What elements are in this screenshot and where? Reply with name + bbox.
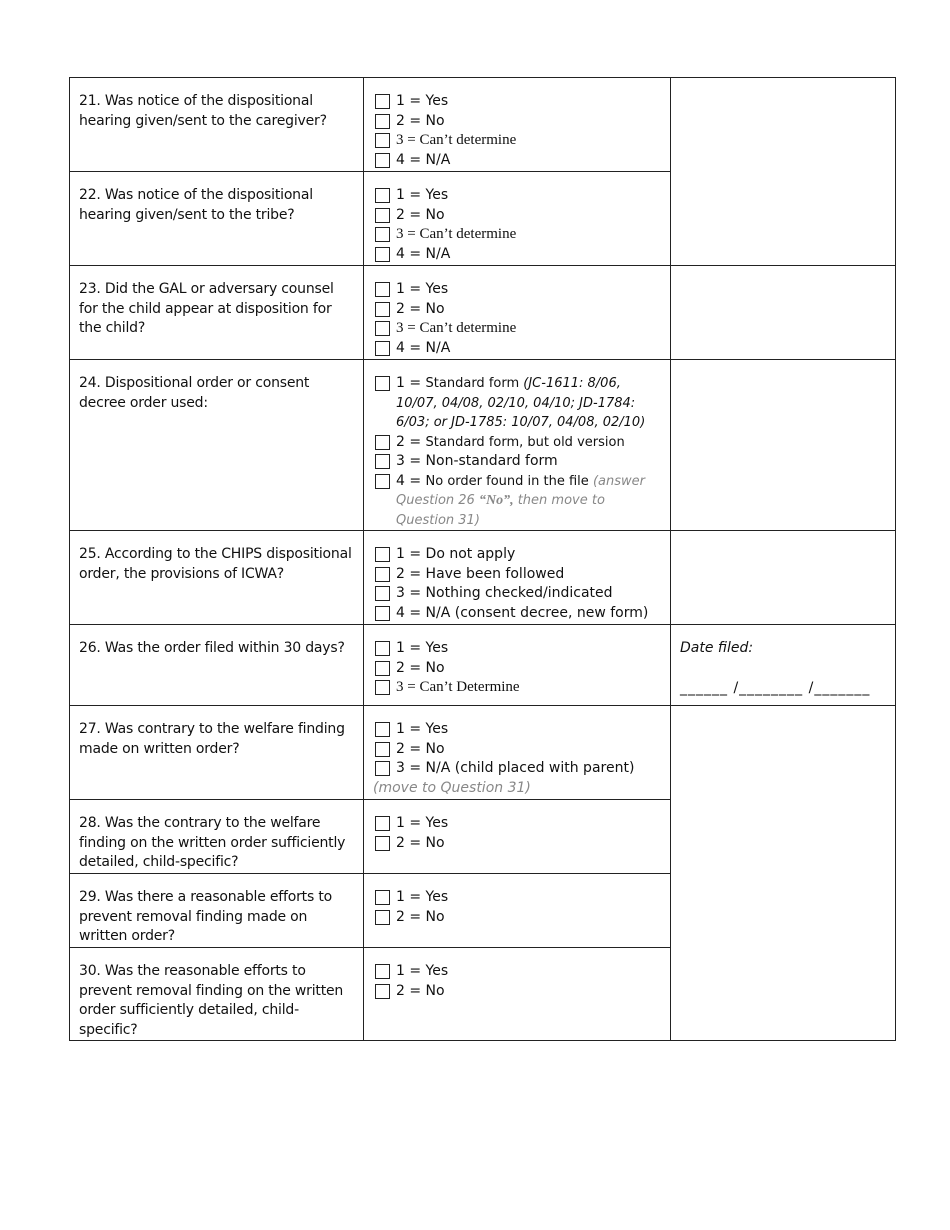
checkbox[interactable] <box>375 247 390 262</box>
option-cant-determine[interactable]: 3 = Can’t determine <box>373 225 662 245</box>
checkbox[interactable] <box>375 282 390 297</box>
checkbox[interactable] <box>375 321 390 336</box>
checkbox[interactable] <box>375 984 390 999</box>
checkbox[interactable] <box>375 661 390 676</box>
checkbox[interactable] <box>375 133 390 148</box>
option-standard-form[interactable]: 1 = Standard form (JC-1611: 8/06, 10/07, 04/08, 02/10, 04/10; JD-1784: 6/03; or JD-1785: 10/07, 04/08, 02/10) <box>373 374 662 433</box>
option-yes[interactable]: 1 = Yes <box>373 280 662 300</box>
question-row-21 <box>70 78 896 172</box>
option-no[interactable]: 2 = No <box>373 206 662 226</box>
answer-options <box>364 172 671 266</box>
question-row-25 <box>70 531 896 625</box>
checkbox[interactable] <box>375 606 390 621</box>
date-filed-cell <box>671 625 896 706</box>
question-row-23 <box>70 266 896 360</box>
option-na[interactable]: 4 = N/A <box>373 151 662 171</box>
option-yes[interactable]: 1 = Yes <box>373 639 662 659</box>
option-na[interactable]: 4 = N/A <box>373 245 662 265</box>
question-row-27 <box>70 706 896 800</box>
option-no[interactable]: 2 = No <box>373 982 662 1002</box>
questionnaire-table <box>69 77 896 1041</box>
answer-options <box>364 874 671 948</box>
checkbox[interactable] <box>375 816 390 831</box>
checkbox[interactable] <box>375 208 390 223</box>
option-non-standard[interactable]: 3 = Non-standard form <box>373 452 662 472</box>
checkbox[interactable] <box>375 153 390 168</box>
answer-options <box>364 948 671 1041</box>
checkbox[interactable] <box>375 680 390 695</box>
option-no[interactable]: 2 = No <box>373 740 662 760</box>
option-yes[interactable]: 1 = Yes <box>373 814 662 834</box>
skip-note: (move to Question 31) <box>373 779 531 796</box>
answer-options <box>364 531 671 625</box>
option-no-order[interactable]: 4 = No order found in the file (answer Question 26 “No”, then move to Question 31) <box>373 472 662 531</box>
option-cant-determine[interactable]: 3 = Can’t Determine <box>373 678 662 698</box>
option-yes[interactable]: 1 = Yes <box>373 888 662 908</box>
checkbox[interactable] <box>375 435 390 450</box>
checkbox[interactable] <box>375 547 390 562</box>
question-text: 28. Was the contrary to the welfare finding on the written order sufficiently detailed, child-specific? <box>70 800 364 874</box>
answer-options <box>364 625 671 706</box>
checkbox[interactable] <box>375 567 390 582</box>
question-row-24 <box>70 360 896 531</box>
answer-options <box>364 360 671 531</box>
checkbox[interactable] <box>375 641 390 656</box>
option-no[interactable]: 2 = No <box>373 659 662 679</box>
checkbox[interactable] <box>375 454 390 469</box>
option-old-version[interactable]: 2 = Standard form, but old version <box>373 433 662 453</box>
checkbox[interactable] <box>375 890 390 905</box>
checkbox[interactable] <box>375 227 390 242</box>
date-filed-field[interactable]: ______ /________ /_______ <box>680 679 871 696</box>
notes-cell[interactable] <box>671 78 896 266</box>
option-na[interactable]: 4 = N/A <box>373 339 662 359</box>
option-cant-determine[interactable]: 3 = Can’t determine <box>373 319 662 339</box>
option-followed[interactable]: 2 = Have been followed <box>373 565 662 585</box>
answer-options <box>364 706 671 800</box>
option-cant-determine[interactable]: 3 = Can’t determine <box>373 131 662 151</box>
option-nothing-checked[interactable]: 3 = Nothing checked/indicated <box>373 584 662 604</box>
notes-cell[interactable] <box>671 531 896 625</box>
option-no[interactable]: 2 = No <box>373 112 662 132</box>
question-text: 27. Was contrary to the welfare finding made on written order? <box>70 706 364 800</box>
checkbox[interactable] <box>375 114 390 129</box>
answer-options <box>364 78 671 172</box>
option-no[interactable]: 2 = No <box>373 908 662 928</box>
checkbox[interactable] <box>375 341 390 356</box>
checkbox[interactable] <box>375 836 390 851</box>
question-text: 30. Was the reasonable efforts to prevent removal finding on the written order sufficiently detailed, child-specific? <box>70 948 364 1041</box>
question-text: 26. Was the order filed within 30 days? <box>70 625 364 706</box>
question-text: 23. Did the GAL or adversary counsel for the child appear at disposition for the child? <box>70 266 364 360</box>
checkbox[interactable] <box>375 474 390 489</box>
option-na[interactable]: 4 = N/A (consent decree, new form) <box>373 604 662 624</box>
checkbox[interactable] <box>375 586 390 601</box>
option-no[interactable]: 2 = No <box>373 834 662 854</box>
answer-options <box>364 266 671 360</box>
option-yes[interactable]: 1 = Yes <box>373 720 662 740</box>
question-text: 24. Dispositional order or consent decree order used: <box>70 360 364 531</box>
question-text: 25. According to the CHIPS dispositional order, the provisions of ICWA? <box>70 531 364 625</box>
question-text: 29. Was there a reasonable efforts to prevent removal finding made on written order? <box>70 874 364 948</box>
question-text: 21. Was notice of the dispositional hearing given/sent to the caregiver? <box>70 78 364 172</box>
option-na[interactable]: 3 = N/A (child placed with parent) <box>373 759 662 779</box>
checkbox[interactable] <box>375 910 390 925</box>
answer-options <box>364 800 671 874</box>
option-no[interactable]: 2 = No <box>373 300 662 320</box>
checkbox[interactable] <box>375 376 390 391</box>
checkbox[interactable] <box>375 722 390 737</box>
notes-cell[interactable] <box>671 266 896 360</box>
question-row-26 <box>70 625 896 706</box>
option-yes[interactable]: 1 = Yes <box>373 186 662 206</box>
checkbox[interactable] <box>375 742 390 757</box>
option-yes[interactable]: 1 = Yes <box>373 962 662 982</box>
date-filed-label: Date filed: <box>680 640 754 656</box>
option-do-not-apply[interactable]: 1 = Do not apply <box>373 545 662 565</box>
notes-cell[interactable] <box>671 360 896 531</box>
notes-cell[interactable] <box>671 706 896 1041</box>
checkbox[interactable] <box>375 964 390 979</box>
question-text: 22. Was notice of the dispositional hearing given/sent to the tribe? <box>70 172 364 266</box>
checkbox[interactable] <box>375 302 390 317</box>
checkbox[interactable] <box>375 94 390 109</box>
checkbox[interactable] <box>375 761 390 776</box>
checkbox[interactable] <box>375 188 390 203</box>
option-yes[interactable]: 1 = Yes <box>373 92 662 112</box>
